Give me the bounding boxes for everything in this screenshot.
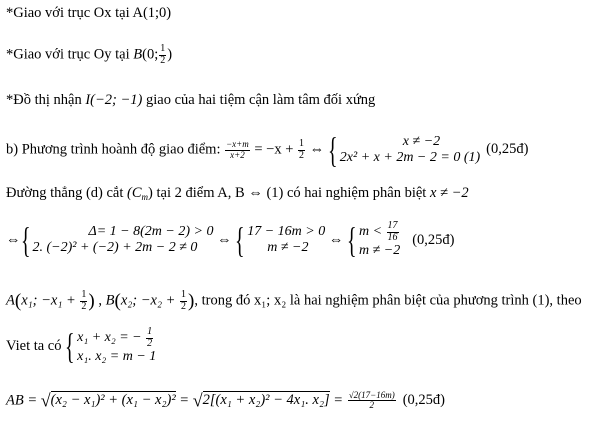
row1: Δ= 1 − 8(2m − 2) > 0 <box>88 223 214 239</box>
point-b: B <box>133 46 143 63</box>
iff: ⇔ <box>325 231 347 248</box>
point-a: A(1;0) <box>132 5 172 21</box>
den: 2 <box>369 400 374 411</box>
fraction-half <box>159 44 166 66</box>
ab-label: AB = <box>6 392 41 409</box>
fraction-half <box>298 139 305 161</box>
row2: 2x² + x + 2m − 2 = 0 (1) <box>339 150 481 165</box>
row1: 17 − 16m > 0 <box>247 223 326 239</box>
paren: ) <box>188 290 195 312</box>
fraction <box>387 221 399 243</box>
iff: ⇔ <box>6 231 21 248</box>
equals: = <box>175 392 193 409</box>
fraction-half <box>180 290 187 312</box>
curve-sub: m <box>141 192 149 202</box>
den: 2 <box>299 149 305 161</box>
num: 1 <box>81 289 87 300</box>
num: −x+m <box>226 139 249 150</box>
brace: { <box>327 130 338 170</box>
curve-c: (C <box>127 185 142 201</box>
row2: x₁. x₂ = m − 1 <box>77 349 157 364</box>
den: 2 <box>181 300 187 312</box>
radicand-2: 2[(x₁ + x₂)² − 4x₁. x₂] <box>202 392 330 409</box>
equals: = −x + <box>250 141 298 158</box>
comma: , <box>94 292 106 309</box>
system <box>340 134 480 166</box>
sum: x₁ + x₂ = − <box>77 330 146 346</box>
den: 2 <box>147 337 153 349</box>
a-body: x₁; −x₁ + <box>21 292 80 309</box>
point-i: I(−2; −1) <box>85 92 143 108</box>
paren: ) <box>88 290 95 312</box>
brace: { <box>346 220 357 261</box>
score: (0,25đ) <box>486 141 529 158</box>
sqrt-icon: √ <box>40 390 51 411</box>
num: 1 <box>147 326 153 337</box>
paren-close: ) <box>167 46 173 63</box>
num: 1 <box>181 289 187 300</box>
row2: m ≠ −2 <box>358 243 401 258</box>
line-viet <box>6 327 156 365</box>
row1 <box>359 221 400 243</box>
num: 1 <box>299 138 305 149</box>
line-two-points-condition <box>6 186 469 201</box>
text: *Đồ thị nhận <box>6 92 86 108</box>
line-intersect-ox <box>6 6 171 21</box>
paren-open: (0; <box>142 46 159 63</box>
iff: ⇔ <box>213 231 236 248</box>
point-b: B <box>105 292 115 309</box>
line-intersect-oy <box>6 44 172 66</box>
den: 2 <box>81 300 87 312</box>
text-post: tại 2 điểm A, B ⇔ (1) có hai nghiệm phân biệt <box>152 185 430 201</box>
iff: ⇔ <box>306 141 328 158</box>
den: 2 <box>160 54 166 66</box>
row2: 2. (−2)² + (−2) + 2m − 2 ≠ 0 <box>32 240 198 256</box>
score: (0,25đ) <box>402 392 445 409</box>
paren: ( <box>14 290 22 312</box>
brace: { <box>65 326 75 367</box>
num: 1 <box>160 43 166 54</box>
equals: = <box>329 392 347 409</box>
num: √2(17−16m) <box>348 390 395 400</box>
line-conditions-chain <box>6 221 455 259</box>
text-suffix: giao của hai tiệm cận làm tâm đối xứng <box>142 92 376 108</box>
text: Đường thẳng (d) cắt <box>6 185 128 201</box>
text: *Giao với trục Oy tại <box>6 46 134 63</box>
text-post: , trong đó x₁; x₂ là hai nghiệm phân biệt của phương trình (1), theo <box>194 292 582 309</box>
lt: m < <box>358 224 386 240</box>
viet-system <box>77 327 156 365</box>
condition: x ≠ −2 <box>429 185 469 201</box>
den: x+2 <box>230 149 245 160</box>
label: Viet ta có <box>6 337 66 354</box>
row2: m ≠ −2 <box>267 240 309 256</box>
paren: ( <box>114 290 121 312</box>
curve-close: ) <box>148 185 153 201</box>
score: (0,25đ) <box>412 231 455 248</box>
point-a: A <box>6 292 15 309</box>
label: b) Phương trình hoành độ giao điểm: <box>6 141 225 158</box>
row1: x ≠ −2 <box>402 133 441 149</box>
line-symmetry-center <box>6 93 375 108</box>
system-2 <box>247 224 325 256</box>
sqrt-icon: √ <box>192 390 203 411</box>
b-body: x₂; −x₂ + <box>120 292 180 309</box>
text: *Giao với trục Ox tại <box>6 5 133 21</box>
fraction-half <box>146 327 153 349</box>
fraction-half <box>80 290 87 312</box>
brace: { <box>20 220 31 261</box>
num: 17 <box>387 220 398 231</box>
den: 16 <box>387 231 398 243</box>
fraction-main <box>225 140 250 160</box>
radicand-1: (x₂ − x₁)² + (x₁ − x₂)² <box>50 392 176 409</box>
system-1 <box>33 224 214 256</box>
line-ab-length <box>6 391 445 411</box>
brace: { <box>235 220 245 261</box>
line-intersection-equation <box>6 132 528 168</box>
line-points-ab <box>6 290 582 312</box>
fraction-result <box>348 391 396 411</box>
system-3 <box>359 221 400 259</box>
row1 <box>77 327 156 349</box>
